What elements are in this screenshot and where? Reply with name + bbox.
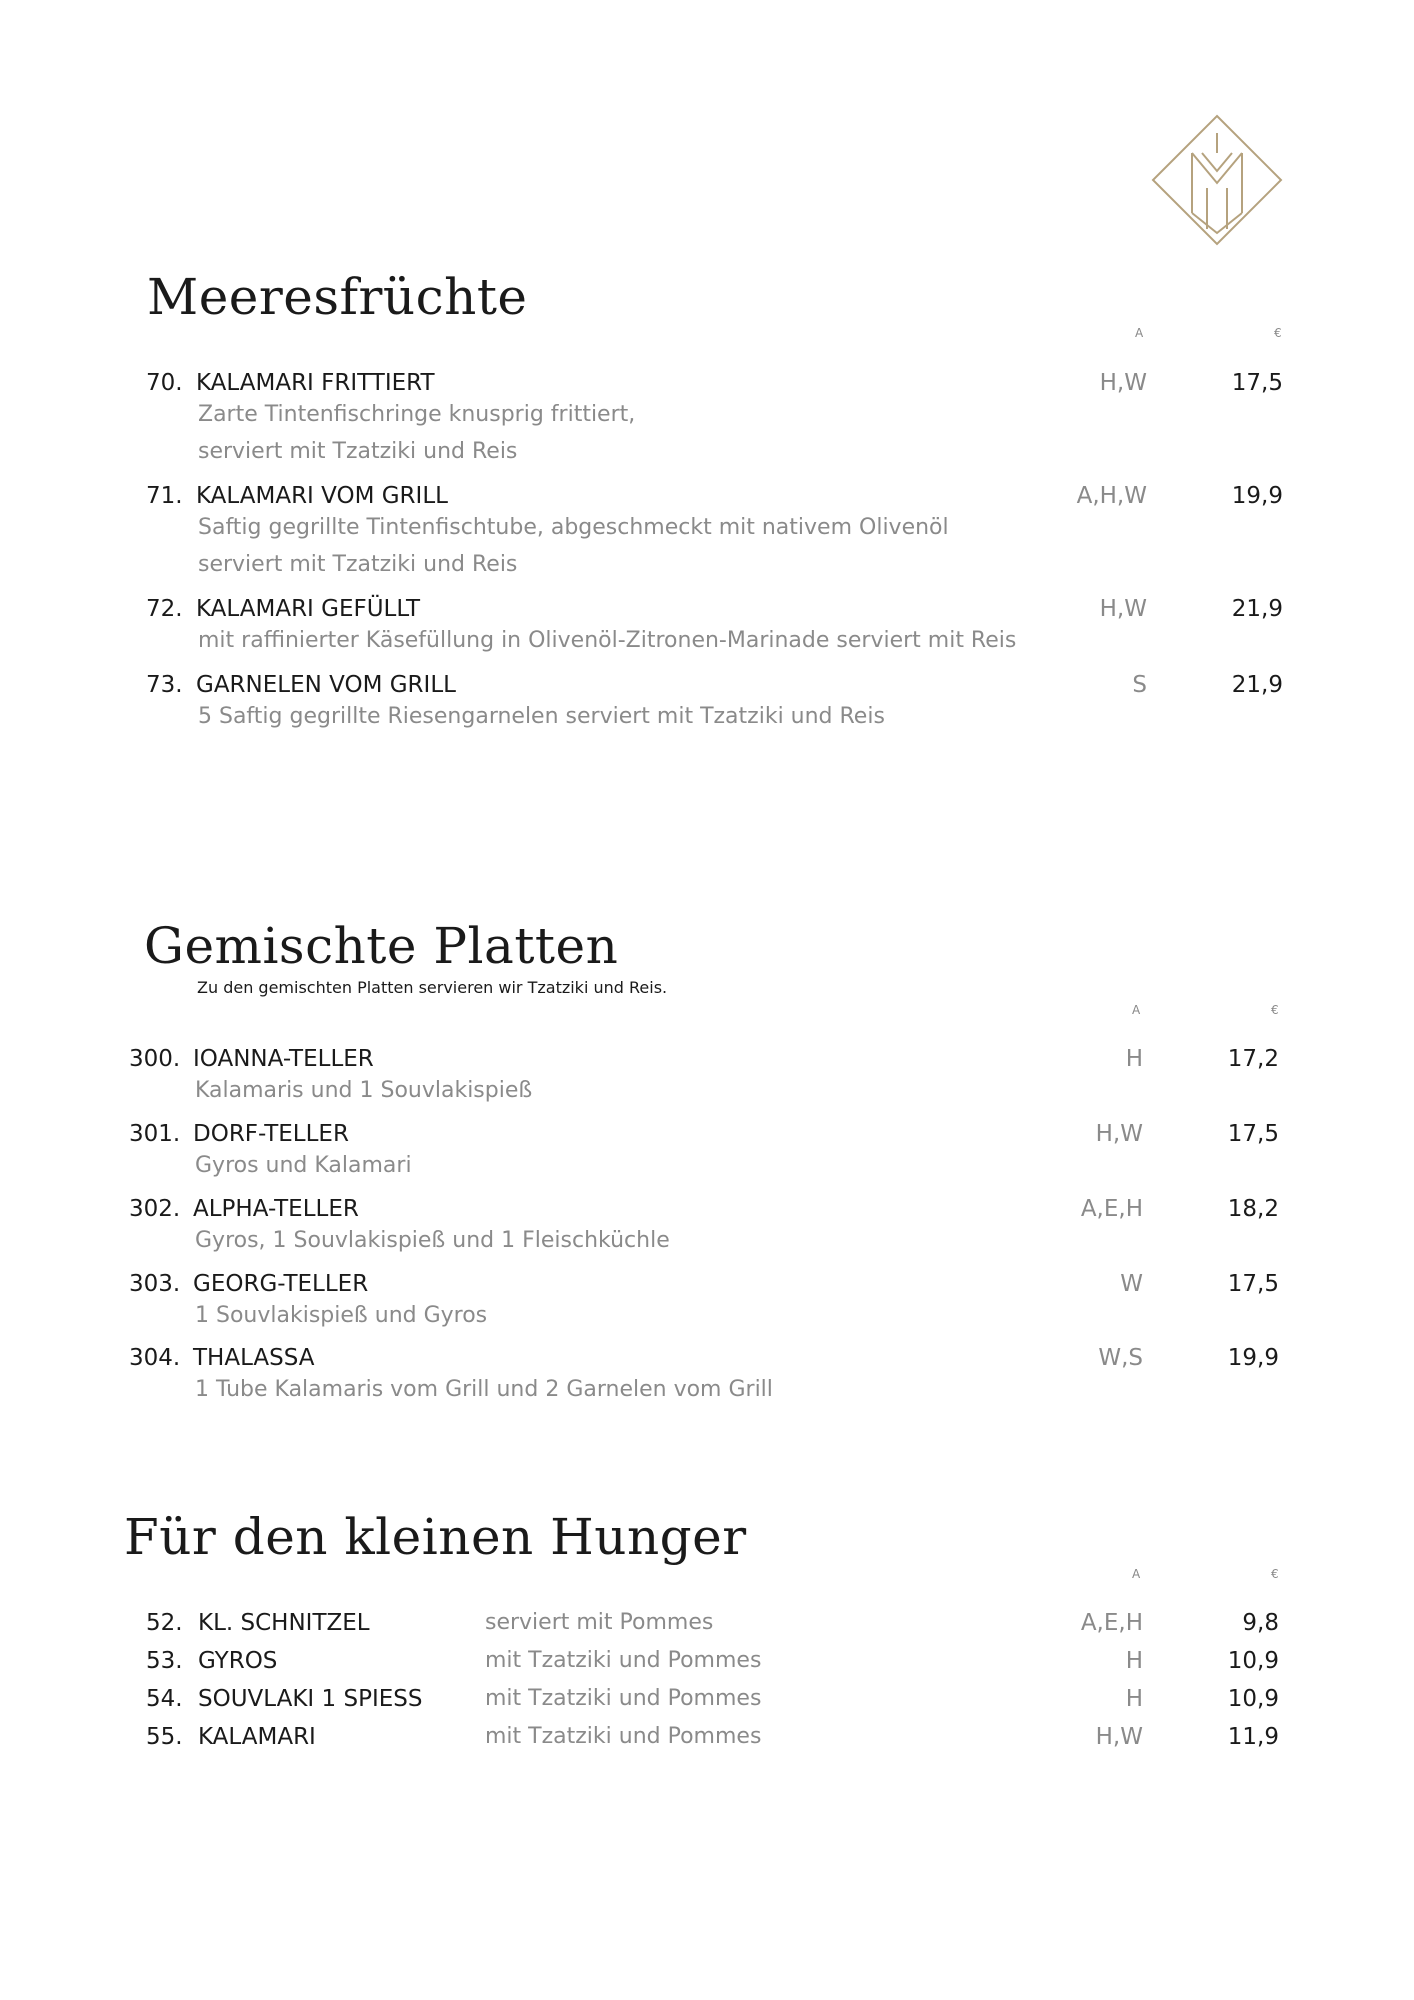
item-description: serviert mit Tzatziki und Reis	[198, 552, 518, 577]
item-number: 72.	[146, 596, 183, 622]
item-price: 10,9	[1227, 1648, 1279, 1674]
column-header-price: €	[1271, 1567, 1279, 1581]
item-name: IOANNA-TELLER	[193, 1046, 374, 1072]
item-price: 10,9	[1227, 1686, 1279, 1712]
item-name: KALAMARI FRITTIERT	[196, 370, 435, 396]
item-allergens: W,S	[1098, 1345, 1143, 1371]
item-name: GARNELEN VOM GRILL	[196, 672, 456, 698]
section-note: Zu den gemischten Platten servieren wir Tzatziki und Reis.	[197, 978, 668, 997]
item-allergens: A,E,H	[1080, 1196, 1143, 1222]
item-name: ALPHA-TELLER	[193, 1196, 359, 1222]
item-number: 73.	[146, 672, 183, 698]
column-header-allergens: A	[1132, 1567, 1141, 1581]
item-description: mit Tzatziki und Pommes	[485, 1648, 762, 1673]
monogram-icon	[1150, 113, 1284, 247]
item-allergens: H,W	[1095, 1121, 1143, 1147]
item-allergens: H,W	[1099, 596, 1147, 622]
column-header-allergens: A	[1132, 1003, 1141, 1017]
item-price: 17,5	[1227, 1121, 1279, 1147]
item-name: KALAMARI	[198, 1724, 316, 1750]
item-name: KALAMARI GEFÜLLT	[196, 596, 421, 622]
item-number: 70.	[146, 370, 183, 396]
item-number: 55.	[146, 1724, 183, 1750]
item-price: 9,8	[1242, 1610, 1279, 1636]
item-name: DORF-TELLER	[193, 1121, 349, 1147]
item-price: 18,2	[1227, 1196, 1279, 1222]
item-price: 19,9	[1231, 483, 1283, 509]
item-description: Gyros und Kalamari	[195, 1153, 412, 1178]
item-name: GYROS	[198, 1648, 278, 1674]
item-number: 304.	[129, 1345, 181, 1371]
item-number: 71.	[146, 483, 183, 509]
column-header-allergens: A	[1135, 326, 1144, 340]
item-name: KL. SCHNITZEL	[198, 1610, 370, 1636]
item-description: 5 Saftig gegrillte Riesengarnelen serviert mit Tzatziki und Reis	[198, 704, 885, 729]
section-title-platters: Gemischte Platten	[144, 917, 619, 975]
item-number: 302.	[129, 1196, 181, 1222]
item-allergens: W	[1120, 1271, 1143, 1297]
item-price: 21,9	[1231, 596, 1283, 622]
item-number: 301.	[129, 1121, 181, 1147]
item-description: serviert mit Tzatziki und Reis	[198, 439, 518, 464]
item-allergens: A,E,H	[1080, 1610, 1143, 1636]
item-description: mit Tzatziki und Pommes	[485, 1724, 762, 1749]
column-header-price: €	[1274, 326, 1282, 340]
item-allergens: S	[1132, 672, 1147, 698]
item-number: 303.	[129, 1271, 181, 1297]
item-description: 1 Souvlakispieß und Gyros	[195, 1303, 488, 1328]
diamond-monogram-logo	[1150, 113, 1284, 247]
item-description: 1 Tube Kalamaris vom Grill und 2 Garnelen vom Grill	[195, 1377, 773, 1402]
item-description: Gyros, 1 Souvlakispieß und 1 Fleischküchle	[195, 1228, 670, 1253]
section-title-small-hunger: Für den kleinen Hunger	[124, 1508, 747, 1566]
item-price: 21,9	[1231, 672, 1283, 698]
item-name: SOUVLAKI 1 SPIESS	[198, 1686, 423, 1712]
item-description: Zarte Tintenfischringe knusprig frittiert,	[198, 402, 636, 427]
item-number: 300.	[129, 1046, 181, 1072]
item-price: 17,5	[1231, 370, 1283, 396]
item-description: Saftig gegrillte Tintenfischtube, abgeschmeckt mit nativem Olivenöl	[198, 515, 949, 540]
item-allergens: H	[1125, 1046, 1143, 1072]
column-header-price: €	[1271, 1003, 1279, 1017]
item-allergens: H	[1125, 1648, 1143, 1674]
item-name: THALASSA	[193, 1345, 315, 1371]
section-title-seafood: Meeresfrüchte	[147, 268, 528, 326]
item-description: mit raffinierter Käsefüllung in Olivenöl-Zitronen-Marinade serviert mit Reis	[198, 628, 1017, 653]
item-number: 53.	[146, 1648, 183, 1674]
item-number: 54.	[146, 1686, 183, 1712]
item-allergens: A,H,W	[1076, 483, 1147, 509]
item-name: KALAMARI VOM GRILL	[196, 483, 448, 509]
item-price: 17,2	[1227, 1046, 1279, 1072]
item-name: GEORG-TELLER	[193, 1271, 369, 1297]
item-description: Kalamaris und 1 Souvlakispieß	[195, 1078, 533, 1103]
item-allergens: H,W	[1099, 370, 1147, 396]
item-price: 11,9	[1227, 1724, 1279, 1750]
item-price: 19,9	[1227, 1345, 1279, 1371]
item-description: mit Tzatziki und Pommes	[485, 1686, 762, 1711]
item-allergens: H	[1125, 1686, 1143, 1712]
item-allergens: H,W	[1095, 1724, 1143, 1750]
item-price: 17,5	[1227, 1271, 1279, 1297]
item-description: serviert mit Pommes	[485, 1610, 714, 1635]
item-number: 52.	[146, 1610, 183, 1636]
